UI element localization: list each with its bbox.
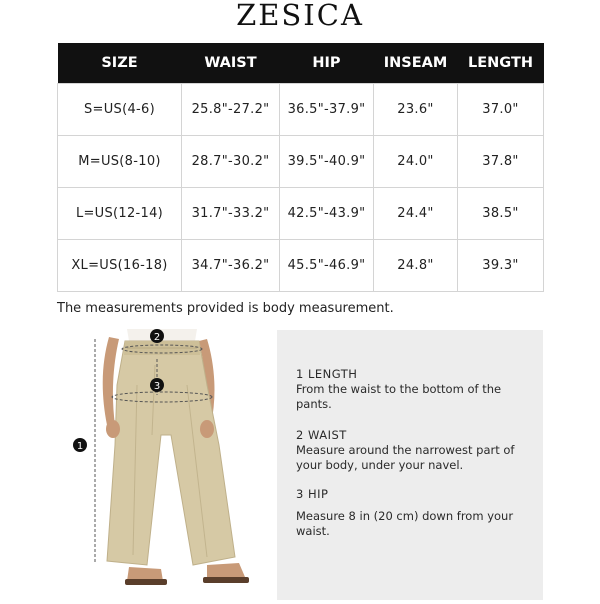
cell-hip: 45.5"-46.9" — [280, 240, 374, 292]
table-header-row — [58, 43, 544, 84]
cell-size: S=US(4-6) — [58, 84, 182, 136]
header-waist: WAIST — [182, 43, 280, 84]
pants-illustration — [57, 325, 277, 600]
measurement-note: The measurements provided is body measurement. — [57, 301, 394, 316]
definition-text: Measure around the narrowest part of your body, under your navel. — [296, 443, 515, 472]
table-row — [58, 188, 544, 240]
pants — [107, 341, 235, 565]
cell-size: M=US(8-10) — [58, 136, 182, 188]
cell-waist: 31.7"-33.2" — [182, 188, 280, 240]
definition-length — [296, 367, 536, 412]
left-sandal — [125, 579, 167, 585]
header-inseam: INSEAM — [374, 43, 458, 84]
definition-title: 3 HIP — [296, 487, 329, 501]
right-sandal — [203, 577, 249, 583]
cell-inseam: 23.6" — [374, 84, 458, 136]
right-hand — [200, 420, 214, 438]
header-hip: HIP — [280, 43, 374, 84]
cell-inseam: 24.4" — [374, 188, 458, 240]
definition-title: 1 LENGTH — [296, 367, 358, 381]
header-size: SIZE — [58, 43, 182, 84]
definition-waist — [296, 428, 536, 473]
size-chart-table — [57, 43, 544, 292]
definition-text: Measure 8 in (20 cm) down from your waist. — [296, 509, 514, 538]
marker-hip-label: 3 — [153, 381, 161, 392]
cell-hip: 39.5"-40.9" — [280, 136, 374, 188]
header-length: LENGTH — [458, 43, 544, 84]
marker-waist-label: 2 — [153, 332, 161, 343]
cell-length: 39.3" — [458, 240, 544, 292]
cell-length: 37.0" — [458, 84, 544, 136]
table-row — [58, 84, 544, 136]
table-row — [58, 136, 544, 188]
cell-inseam: 24.8" — [374, 240, 458, 292]
left-hand — [106, 420, 120, 438]
definitions-panel — [277, 330, 543, 600]
definition-text: From the waist to the bottom of the pants. — [296, 382, 502, 411]
cell-size: L=US(12-14) — [58, 188, 182, 240]
cell-length: 38.5" — [458, 188, 544, 240]
cell-hip: 36.5"-37.9" — [280, 84, 374, 136]
definition-hip — [296, 487, 536, 539]
marker-length-label: 1 — [76, 441, 84, 452]
table-row — [58, 240, 544, 292]
cell-length: 37.8" — [458, 136, 544, 188]
cell-hip: 42.5"-43.9" — [280, 188, 374, 240]
model-figure — [57, 325, 277, 600]
definition-title: 2 WAIST — [296, 428, 347, 442]
cell-waist: 28.7"-30.2" — [182, 136, 280, 188]
cell-inseam: 24.0" — [374, 136, 458, 188]
brand-logo: ZESICA — [236, 0, 364, 32]
cell-waist: 34.7"-36.2" — [182, 240, 280, 292]
cell-waist: 25.8"-27.2" — [182, 84, 280, 136]
cell-size: XL=US(16-18) — [58, 240, 182, 292]
